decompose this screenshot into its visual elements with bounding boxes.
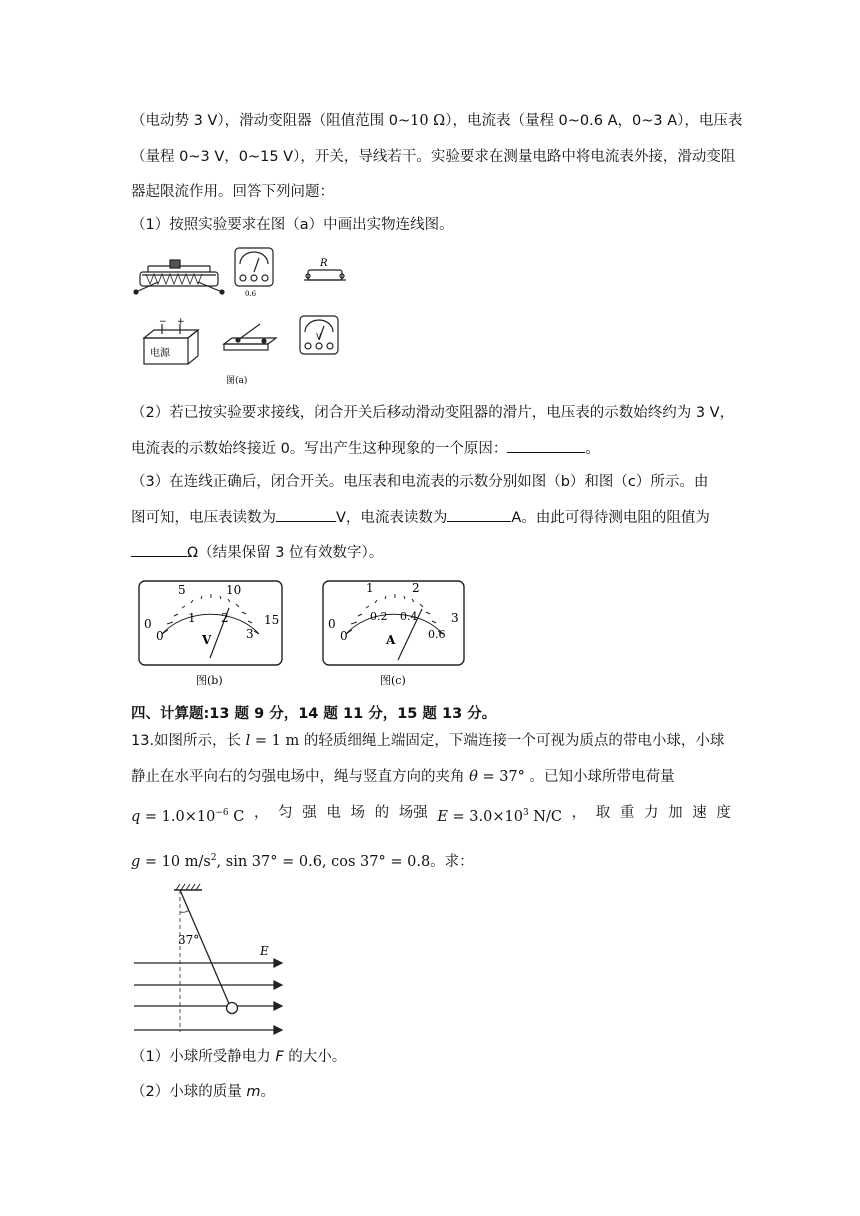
text-run: 电流表的示数始终接近 0。写出产生这种现象的一个原因： [131, 441, 508, 457]
question-1: （1）按照实验要求在图（a）中画出实物连线图。 [131, 217, 454, 233]
q13-line-1 [131, 731, 731, 751]
scale-outer-2: 2 [412, 581, 420, 595]
text-run: 场 [350, 805, 365, 821]
text-run: Ω（结果保留 3 位有效数字）。 [187, 545, 384, 561]
math-eq: , sin 37° = 0.6, cos 37° = 0.8 [216, 853, 431, 870]
field-lines [134, 959, 282, 1034]
text-run: 匀 [278, 805, 293, 821]
voltmeter-symbol: V [202, 633, 212, 647]
q13-line-2 [131, 767, 731, 787]
q13-sub-2 [131, 1082, 731, 1102]
ceiling-hatch [176, 884, 200, 890]
field-formula [437, 803, 562, 827]
ammeter-icon [235, 248, 273, 286]
scale-inner-0-2: 0.2 [370, 610, 388, 623]
figure-pendulum-in-field [128, 880, 288, 1040]
math-eq: = 1 m [250, 733, 304, 749]
ammeter-symbol: A [386, 633, 396, 647]
math-unit: N/C [528, 808, 562, 825]
text-run: （电动势 3 V），滑动变阻器（阻值范围 0~ [131, 113, 411, 129]
math-eq: = 3.0×10 [447, 808, 523, 825]
charge-formula [131, 803, 244, 827]
equipment-line-1 [131, 111, 743, 131]
scale-inner-0: 0 [340, 629, 348, 643]
text-run: 力 [643, 805, 659, 821]
math-var: g [131, 853, 141, 870]
text-run: 场强 [398, 805, 428, 821]
text-run: 强 [302, 805, 317, 821]
equipment-line-3: 器起限流作用。回答下列问题： [131, 184, 334, 200]
text-run: 度 [716, 805, 731, 821]
math-var: m [246, 1084, 261, 1100]
text-run: （2）小球的质量 [131, 1084, 247, 1100]
figure-b-caption: 图(b) [196, 674, 223, 687]
answer-blank-voltage[interactable] [276, 507, 336, 522]
scale-outer-0: 0 [144, 617, 152, 631]
math-var: q [131, 808, 141, 825]
math-unit: C [228, 808, 245, 825]
scale-inner-0-6: 0.6 [428, 628, 446, 641]
math-var: l [245, 733, 251, 749]
math-var: E [437, 808, 448, 825]
scale-outer-3: 3 [451, 611, 459, 625]
text-run: 速 [692, 805, 707, 821]
question-2-line-2 [131, 438, 731, 459]
text-run: 的大小。 [283, 1049, 347, 1065]
voltmeter-v-label: V [316, 333, 322, 341]
math-eq: = 1.0×10 [140, 808, 216, 825]
answer-blank-cause[interactable] [507, 438, 585, 453]
text-run: 取 [595, 805, 611, 821]
text-run: V，电流表读数为 [336, 510, 448, 526]
math-eq: = 37° [477, 769, 525, 785]
text-run: 图可知，电压表读数为 [131, 510, 276, 526]
math-var: θ [469, 769, 478, 785]
scale-outer-0: 0 [328, 617, 336, 631]
field-label: E [260, 944, 269, 958]
text-run: 。 [585, 441, 600, 457]
knife-switch-icon [224, 324, 276, 350]
text-run: 重 [619, 805, 635, 821]
scale-inner-2: 2 [221, 611, 229, 625]
plus-terminal: + [177, 317, 185, 327]
text-run: 电 [326, 805, 341, 821]
resistor-icon [304, 270, 346, 280]
q13-sub-1 [131, 1047, 731, 1067]
figure-c-caption: 图(c) [380, 674, 406, 687]
q13-line-4 [131, 848, 731, 872]
question-2-line-1: （2）若已按实验要求接线，闭合开关后移动滑动变阻器的滑片，电压表的示数始终约为 3 V， [131, 405, 735, 421]
scale-inner-1: 1 [188, 611, 196, 625]
scale-outer-10: 10 [226, 583, 242, 597]
charged-ball [227, 1003, 238, 1014]
figure-c-ammeter-dial [320, 578, 468, 688]
exponent: 2 [210, 853, 217, 863]
q13-line-3 [131, 803, 731, 827]
power-source-label: 电源 [150, 348, 170, 359]
figure-b-voltmeter-dial [138, 578, 286, 688]
question-3-line-2 [131, 507, 731, 528]
minus-terminal: − [159, 317, 167, 327]
scale-outer-5: 5 [178, 583, 186, 597]
text-run: 。求： [430, 853, 474, 870]
text-run: 的轻质细绳上端固定，下端连接一个可视为质点的带电小球，小球 [303, 733, 725, 749]
angle-label: 37° [178, 933, 200, 947]
section-heading: 四、计算题:13 题 9 分，14 题 11 分，15 题 13 分。 [131, 706, 497, 722]
text-run: （1）小球所受静电力 [131, 1049, 276, 1065]
text-run: 静止在水平向右的匀强电场中，绳与竖直方向的夹角 [131, 769, 470, 785]
scale-inner-0-4: 0.4 [400, 610, 418, 623]
rheostat-icon [134, 260, 224, 294]
figure-a-caption: 图(a) [226, 376, 248, 386]
answer-blank-current[interactable] [447, 507, 511, 522]
text-run: A。由此可得待测电阻的阻值为 [511, 510, 710, 526]
text-run: ），电流表（量程 0~0.6 A，0~3 A），电压表 [445, 113, 743, 129]
text-run: 。 [260, 1084, 275, 1100]
text-run: 加 [668, 805, 683, 821]
text-run: 13.如图所示，长 [131, 733, 246, 749]
exponent: 3 [522, 808, 529, 818]
scale-outer-15: 15 [264, 613, 280, 627]
gravity-formula [131, 854, 430, 870]
scale-inner-0: 0 [156, 629, 164, 643]
text-run: ， [571, 805, 587, 821]
scale-inner-3: 3 [246, 627, 254, 641]
exponent: −6 [215, 808, 229, 818]
string [180, 890, 230, 1006]
text-run: 。已知小球所带电荷量 [524, 769, 675, 785]
resistor-label: R [320, 258, 328, 269]
ammeter-range-label: 0.6 [245, 290, 257, 298]
question-3-line-1: （3）在连线正确后，闭合开关。电压表和电流表的示数分别如图（b）和图（c）所示。由 [131, 474, 709, 490]
text-run: 的 [374, 805, 390, 821]
math-var: F [275, 1049, 284, 1065]
text-run: ， [253, 805, 269, 821]
figure-a-apparatus [128, 246, 358, 391]
answer-blank-resistance[interactable] [131, 542, 187, 557]
question-3-line-3 [131, 542, 731, 563]
math-eq: = 10 m/s [140, 853, 211, 870]
scale-outer-1: 1 [366, 581, 374, 595]
equipment-line-2: （量程 0~3 V，0~15 V），开关，导线若干。实验要求在测量电路中将电流表外接，滑动变阻 [131, 149, 736, 165]
ohm-symbol: 10 Ω [410, 113, 446, 129]
